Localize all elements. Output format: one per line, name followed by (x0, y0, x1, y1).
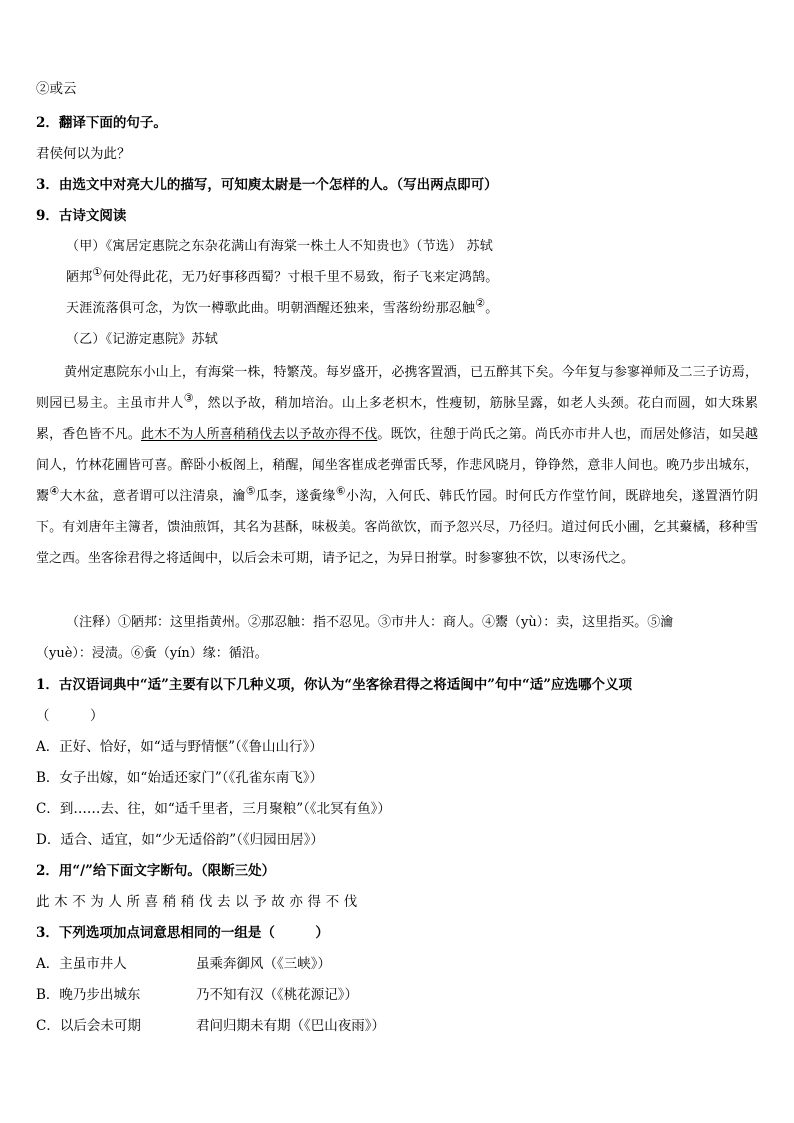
notes-line-2: （yuè）：浸渍。⑥夤（yín）缘：循沿。 (36, 646, 268, 661)
underlined-sentence: 此木不为人所喜稍稍伐去以予故亦得不伐 (141, 427, 378, 442)
q1-option-d: D．适合、适宜，如“少无适俗韵”（《归园田居》） (36, 832, 324, 848)
q2-text: 此木不为人所喜稍稍伐去以予故亦得不伐 (36, 894, 362, 910)
question-3-label: 3．由选文中对亮大儿的描写，可知庾太尉是一个怎样的人。（写出两点即可） (36, 177, 498, 193)
prose-text: ，然以予故，稍加培治。山上多老枳木，性瘦韧，筋脉呈露，如老人头颈。花白而圆，如大珠累累，香色皆不凡。 (36, 396, 758, 442)
notes-line-1: （注释）①陋邦：这里指黄州。②那忍触：指不忍见。③市井人：商人。④鬻（yù）：卖，这里指买。⑤瀹 (66, 615, 674, 630)
prose-title: （乙）《记游定惠院》苏轼 (66, 332, 218, 347)
answer-line: ②或云 (36, 81, 77, 97)
q1-option-b: B．女子出嫁，如“始适还家门”（《孔雀东南飞》） (36, 770, 323, 786)
q3-option-c-left: C．以后会未可期 (36, 1018, 141, 1034)
prose-text: 小沟，入何氏、韩氏竹园。时何氏方作堂竹间，既辟地矣，遂置酒竹阴下。有刘唐年主簿者，馈油煎饵，其名为甚酥，味极美。客尚欲饮，而予忽兴尽，乃径归。道过何氏小圃，乞其藂橘，移种雪堂之西。坐客徐君得之将适闽中，以后会未可期，请予记之，为异日拊掌。时参寥独不饮，以枣汤代之。 (36, 489, 758, 566)
poem-line-1 (66, 265, 499, 287)
q3-option-c-right: 君问归期未有期（《巴山夜雨》） (196, 1018, 385, 1034)
poem-line-2-start: 天涯流落俱可念，为饮一樽歌此曲。明朝酒醒还独来，雪落纷纷那忍触 (66, 301, 476, 316)
q1-option-a: A．正好、恰好，如“适与野情惬”（《鲁山山行》） (36, 739, 323, 755)
q3-option-a-left: A．主虽市井人 (36, 956, 127, 972)
footnote-marker: ⑥ (335, 484, 346, 498)
q2-stem: 2．用“/”给下面文字断句。（限断三处） (36, 863, 276, 879)
prose-text: 大木盆，意者谓可以注清泉，瀹 (59, 489, 246, 504)
section-9-heading: 9．古诗文阅读 (36, 208, 127, 224)
q3-option-a-right: 虽乘奔御风（《三峡》） (196, 956, 331, 972)
q1-option-c: C．到……去、往，如“适千里者，三月聚粮”（《北冥有鱼》） (36, 801, 391, 817)
footnote-marker: ② (475, 296, 486, 310)
footnote-marker: ③ (183, 391, 195, 405)
q3-option-b-left: B．晚乃步出城东 (36, 987, 141, 1003)
q1-stem: 1．古汉语词典中“适”主要有以下几种义项，你认为“坐客徐君得之将适闽中”句中“适”应选哪个义项 (36, 677, 632, 693)
question-2-label: 2．翻译下面的句子。 (36, 115, 167, 131)
poem-title: （甲）《寓居定惠院之东杂花满山有海棠一株土人不知贵也》（节选） 苏轼 (66, 239, 493, 254)
q3-stem: 3．下列选项加点词意思相同的一组是（ ） (36, 925, 329, 941)
q1-answer-paren: （ ） (36, 708, 104, 724)
question-2-sentence: 君侯何以为此？ (36, 146, 131, 162)
prose-text: 瓜李，遂夤缘 (255, 489, 336, 504)
prose-body (36, 357, 758, 574)
prose-text: 。既饮，往憩于尚氏之第。尚氏亦市井人也，而居处修洁，如吴越间人，竹林花圃皆可喜。醉卧小板阁上，稍醒，闻坐客崔成老弹雷氏琴，作悲风晓月，铮铮然，意非人间也。晚乃步出城东，鬻 (36, 427, 758, 504)
poem-line-1-start: 陋邦 (66, 270, 93, 285)
poem-line-2 (66, 296, 499, 318)
poem-line-2-end: 。 (485, 301, 499, 316)
footnote-marker: ① (92, 265, 103, 279)
q3-option-b-right: 乃不知有汉（《桃花源记》） (196, 987, 358, 1003)
poem-line-1-end: 何处得此花，无乃好事移西蜀？寸根千里不易致，衔子飞来定鸿鹄。 (102, 270, 499, 285)
prose-text: 黄州定惠院东小山上，有海棠一株，特繁茂。每岁盛开，必携客置酒，已五醉其下矣。今年复与参寥禅师及二三子访焉，则园已易主。主虽市井人 (36, 365, 758, 411)
footnote-marker: ④ (49, 484, 60, 498)
footnote-marker: ⑤ (245, 484, 256, 498)
